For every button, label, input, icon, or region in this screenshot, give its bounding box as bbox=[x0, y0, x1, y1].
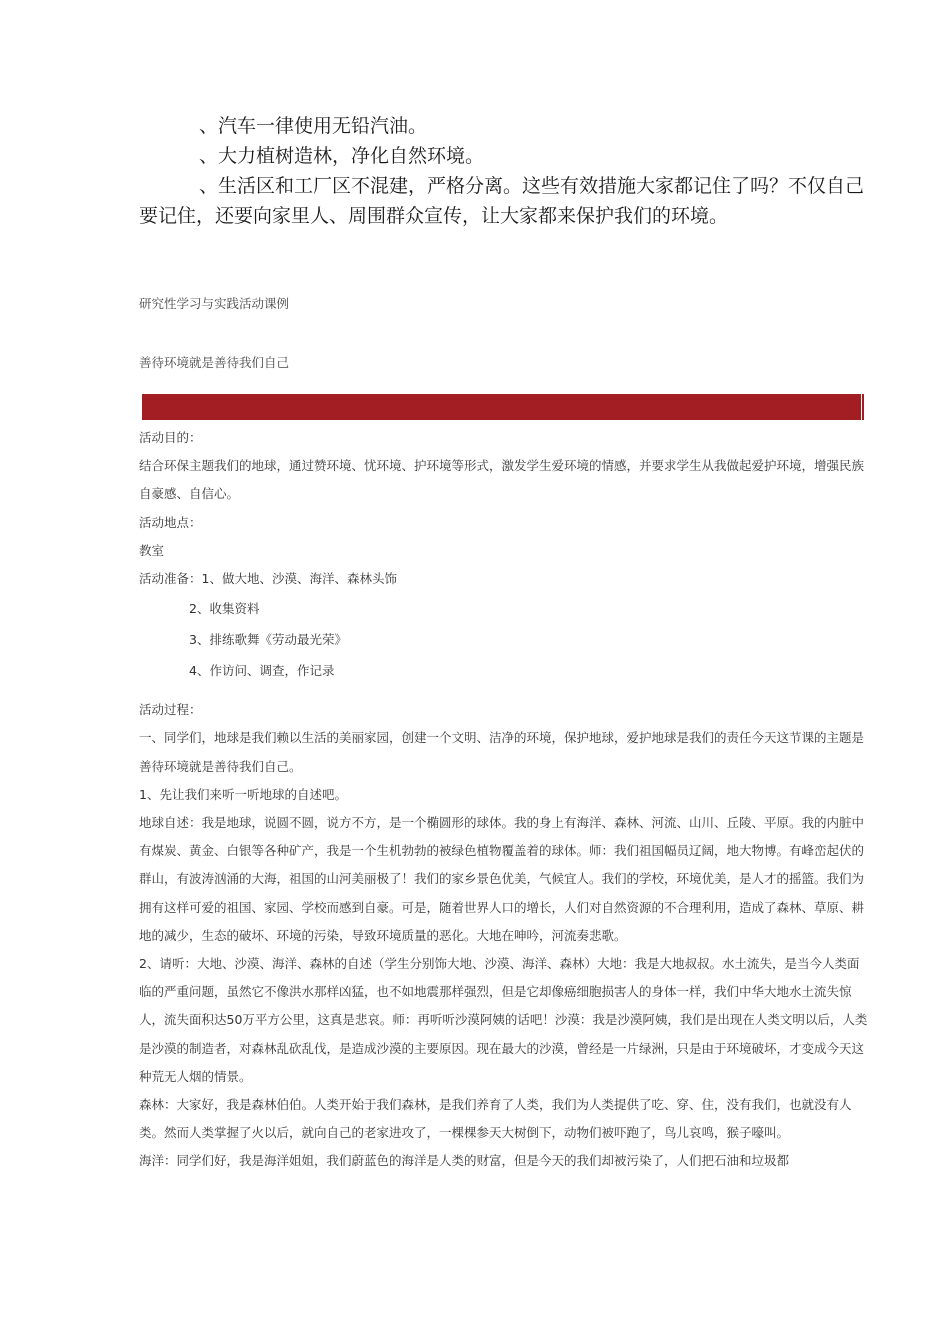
prep-item: 4、作访问、调查，作记录 bbox=[189, 663, 335, 679]
process-paragraph: 地球自述：我是地球，说圆不圆，说方不方，是一个椭圆形的球体。我的身上有海洋、森林、河流、山川、丘陵、平原。我的内脏中有煤炭、黄金、白银等各种矿产，我是一个生机勃勃的被绿色植物覆盖着的球体。师：我们祖国幅员辽阔，地大物博。有峰峦起伏的群山，有波涛汹涌的大海，祖国的山河美丽极了！我们的家乡景色优美，气候宜人。我们的学校，环境优美，是人才的摇篮。我们为拥有这样可爱的祖国、家园、学校而感到自豪。可是，随着世界人口的增长，人们对自然资源的不合理利用，造成了森林、草原、耕地的减少，生态的破坏、环境的污染，导致环境质量的恶化。大地在呻吟，河流奏悲歌。 bbox=[139, 815, 865, 943]
purpose-text: 结合环保主题我们的地球，通过赞环境、忧环境、护环境等形式，激发学生爱环境的情感，并要求学生从我做起爱护环境，增强民族自豪感、自信心。 bbox=[139, 458, 865, 502]
measure-item: 、汽车一律使用无铅汽油。 bbox=[199, 115, 428, 137]
lesson-title: 善待环境就是善待我们自己 bbox=[139, 355, 290, 370]
process-paragraph: 森林：大家好，我是森林伯伯。人类开始于我们森林，是我们养育了人类，我们为人类提供了吃、穿、住，没有我们，也就没有人类。然而人类掌握了火以后，就向自己的老家进攻了，一棵棵参天大树倒下，动物们被吓跑了，鸟儿哀鸣，猴子嚎叫。 bbox=[139, 1097, 852, 1141]
measure-item: 、大力植树造林，净化自然环境。 bbox=[199, 145, 485, 167]
measure-item: 、生活区和工厂区不混建，严格分离。这些有效措施大家都记住了吗？不仅自己要记住，还要向家里人、周围群众宣传，让大家都来保护我们的环境。 bbox=[139, 175, 865, 227]
title-divider-bar bbox=[142, 394, 864, 420]
process-paragraph: 2、请听：大地、沙漠、海洋、森林的自述（学生分别饰大地、沙漠、海洋、森林）大地：我是大地叔叔。水土流失，是当今人类面临的严重问题，虽然它不像洪水那样凶猛，也不如地震那样强烈，但是它却像癌细胞损害人的身体一样，我们中华大地水土流失惊人，流失面积达50万平方公里，这真是悲哀。师：再听听沙漠阿姨的话吧！沙漠：我是沙漠阿姨，我们是出现在人类文明以后，人类是沙漠的制造者，对森林乱砍乱伐，是造成沙漠的主要原因。现在最大的沙漠，曾经是一片绿洲，只是由于环境破坏，才变成今天这种荒无人烟的情景。 bbox=[139, 956, 868, 1084]
location-text: 教室 bbox=[139, 542, 165, 558]
process-heading: 活动过程： bbox=[139, 702, 202, 718]
process-paragraph: 1、先让我们来听一听地球的自述吧。 bbox=[139, 786, 347, 802]
purpose-heading: 活动目的： bbox=[139, 430, 202, 445]
intro-measures bbox=[139, 111, 869, 231]
prep-item: 活动准备：1、做大地、沙漠、海洋、森林头饰 bbox=[139, 571, 397, 587]
process-paragraph: 海洋：同学们好，我是海洋姐姐，我们蔚蓝色的海洋是人类的财富，但是今天的我们却被污染了，人们把石油和垃圾都 bbox=[139, 1153, 790, 1169]
lesson-body bbox=[139, 424, 869, 1176]
location-heading: 活动地点： bbox=[139, 514, 202, 530]
prep-item: 2、收集资料 bbox=[189, 601, 260, 617]
prep-item: 3、排练歌舞《劳动最光荣》 bbox=[189, 632, 347, 648]
section-label: 研究性学习与实践活动课例 bbox=[139, 296, 290, 311]
process-paragraph: 一、同学们，地球是我们赖以生活的美丽家园，创建一个文明、洁净的环境，保护地球，爱护地球是我们的责任今天这节课的主题是善待环境就是善待我们自己。 bbox=[139, 730, 865, 774]
